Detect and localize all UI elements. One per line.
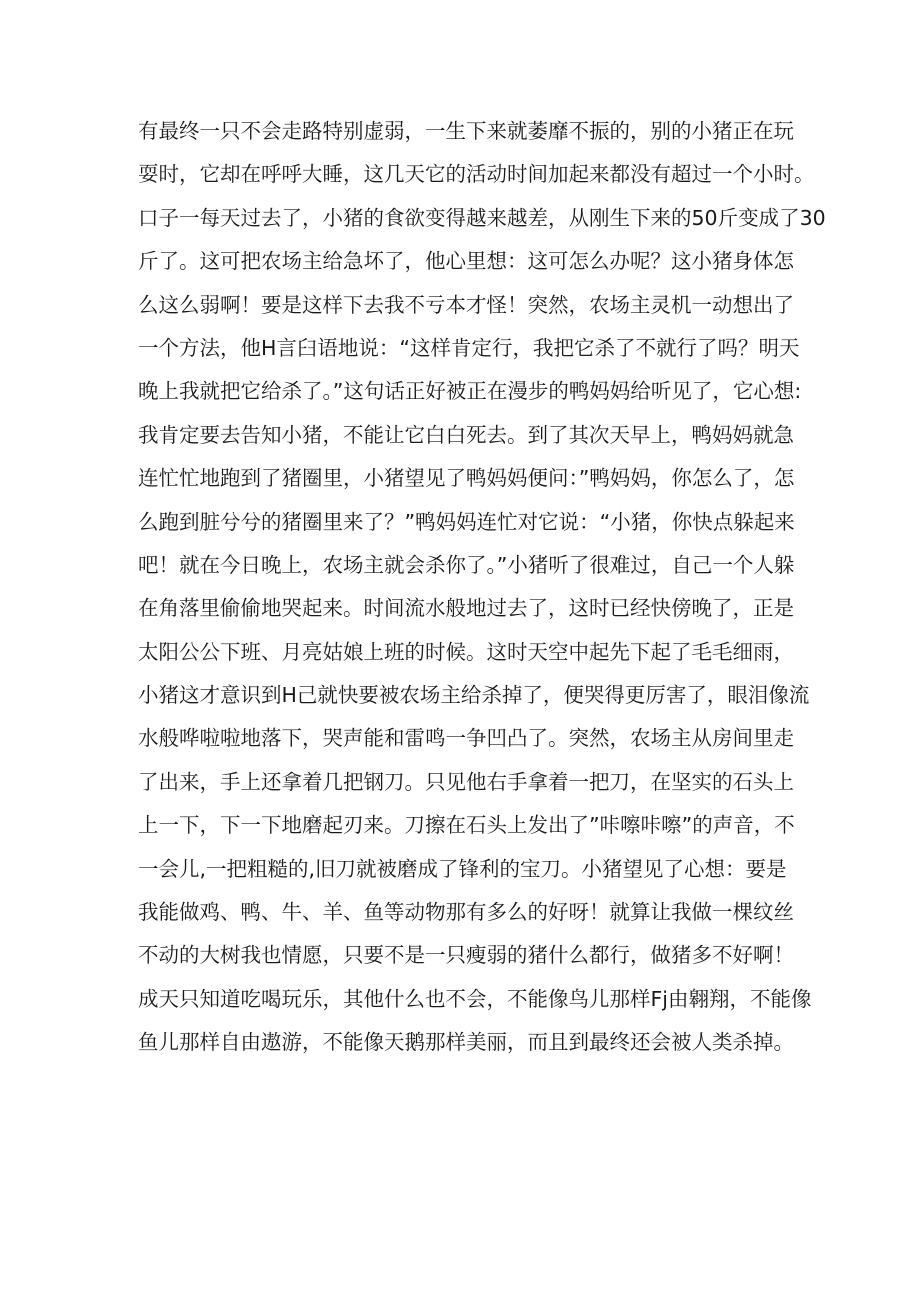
text-line-3: 口子一每天过去了，小猪的食欲变得越来越差，从刚生下来的50斤变成了30 [138,205,826,230]
text-line-16: 了出来，手上还拿着几把钢刀。只见他右手拿着一把刀，在坚实的石头上 [138,769,794,794]
text-line-19: 我能做鸡、鸭、牛、羊、鱼等动物那有多么的好呀！就算让我做一棵纹丝 [138,900,794,925]
text-line-1: 有最终一只不会走路特别虚弱，一生下来就萎靡不振的，别的小猪正在玩 [138,119,794,143]
text-line-8: 我肯定要去告知小猪，不能让它白白死去。到了其次天早上，鸭妈妈就急 [138,422,794,447]
text-line-17: 上一下，下一下地磨起刃来。刀擦在石头上发出了”咔嚓咔嚓”的声音，不 [138,813,795,838]
text-line-4: 斤了。这可把农场主给急坏了，他心里想：这可怎么办呢？这小猪身体怎 [138,249,794,274]
text-line-22: 鱼儿那样自由遨游，不能像天鹅那样美丽，而且到最终还会被人类杀掉。 [138,1030,794,1055]
text-line-5: 么这么弱啊！要是这样下去我不亏本才怪！突然，农场主灵机一动想出了 [138,292,794,317]
text-line-2: 耍时，它却在呼呼大睡，这几天它的活动时间加起来都没有超过一个小时。 [138,162,815,187]
text-line-6: 一个方法，他H言臼语地说：“这样肯定行，我把它杀了不就行了吗？明天 [138,335,800,360]
text-line-7: 晚上我就把它给杀了。”这句话正好被正在漫步的鸭妈妈给听见了，它心想: [138,379,802,404]
text-line-20: 不动的大树我也情愿，只要不是一只瘦弱的猪什么都行，做猪多不好啊！ [138,943,794,968]
text-line-12: 在角落里偷偷地哭起来。时间流水般地过去了，这时已经快傍晚了，正是 [138,596,794,621]
text-line-13: 太阳公公下班、月亮姑娘上班的时候。这时天空中起先下起了毛毛细雨， [138,639,794,664]
story-paragraph [138,110,826,1065]
text-line-14: 小猪这才意识到H己就快要被农场主给杀掉了，便哭得更厉害了，眼泪像流 [138,683,810,708]
text-line-9: 连忙忙地跑到了猪圈里，小猪望见了鸭妈妈便问：”鸭妈妈，你怎么了，怎 [138,466,795,491]
text-line-21: 成天只知道吃喝玩乐，其他什么也不会，不能像鸟儿那样Fj由翱翔，不能像 [138,986,812,1011]
text-line-15: 水般哗啦啦地落下，哭声能和雷鸣一争凹凸了。突然，农场主从房间里走 [138,726,794,751]
text-line-11: 吧！就在今日晚上，农场主就会杀你了。”小猪听了很难过，自己一个人躲 [138,552,795,577]
text-line-18: 一会儿,一把粗糙的,旧刀就被磨成了锋利的宝刀。小猪望见了心想：要是 [138,856,787,881]
text-line-10: 么跑到脏兮兮的猪圈里来了？”鸭妈妈连忙对它说：“小猪，你快点躲起来 [138,509,795,534]
